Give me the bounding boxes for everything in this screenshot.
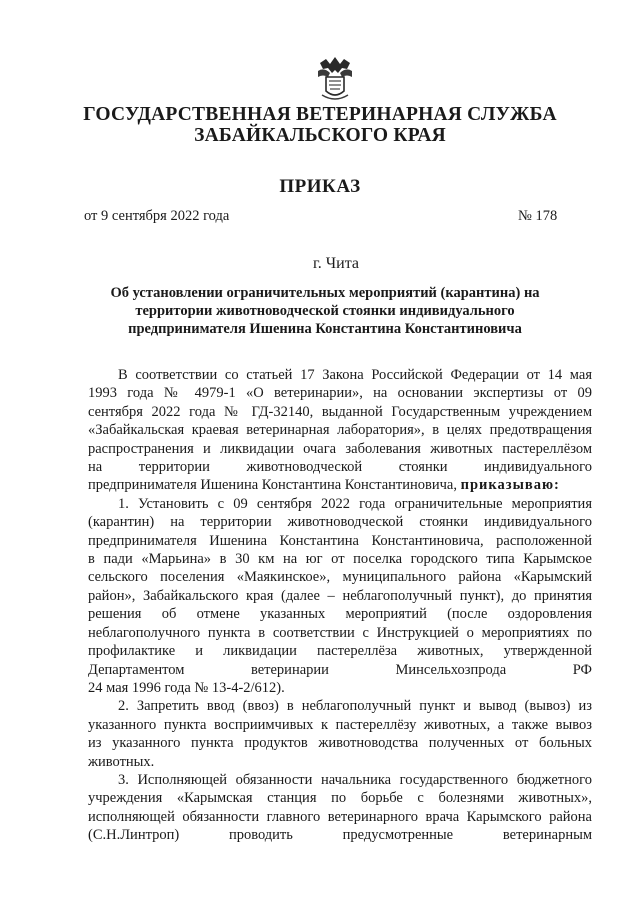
preamble-line: сентября 2022 года № ГД-32140, выданной Государственным учреждением bbox=[88, 403, 592, 420]
organization-name-line1: ГОСУДАРСТВЕННАЯ ВЕТЕРИНАРНАЯ СЛУЖБА bbox=[83, 104, 557, 125]
item1-line: сельского поселения «Маякинское», муниципального района «Карымский bbox=[88, 569, 592, 586]
item1-line: 1. Установить с 09 сентября 2022 года ограничительные мероприятия bbox=[118, 495, 592, 512]
item1-line: в пади «Марьина» в 30 км на юг от поселка городского типа Карымское bbox=[88, 551, 592, 568]
item3-line: учреждения «Карымская станция по борьбе с болезнями животных», bbox=[88, 790, 592, 807]
item2-line: указанного пункта восприимчивых к пастереллёзу животных, а также вывоз bbox=[88, 716, 592, 733]
preamble-line: «Забайкальская краевая ветеринарная лаборатория», в целях предотвращения bbox=[88, 422, 592, 439]
order-city: г. Чита bbox=[312, 255, 359, 272]
item2-line: из указанного пункта продуктов животноводства полученных от больных bbox=[88, 735, 592, 752]
subject-line: Об установлении ограничительных мероприятий (карантина) на bbox=[110, 285, 540, 301]
item3-line: 3. Исполняющей обязанности начальника государственного бюджетного bbox=[118, 771, 592, 788]
item1-line: район», Забайкальского края (далее – неблагополучный пункт), до принятия bbox=[88, 587, 592, 604]
item1-line: 24 мая 1996 года № 13-4-2/612). bbox=[88, 679, 285, 696]
order-keyword: приказываю: bbox=[460, 477, 560, 494]
item1-line: неблагополучного пункта в соответствии с Инструкцией о мероприятиях по bbox=[88, 624, 592, 641]
preamble-last-line bbox=[88, 476, 592, 494]
preamble-line: В соответствии со статьей 17 Закона Российской Федерации от 14 мая bbox=[118, 367, 592, 383]
order-body bbox=[88, 366, 592, 845]
item2-line: 2. Запретить ввод (ввоз) в неблагополучный пункт и вывод (вывоз) из bbox=[118, 698, 592, 715]
item1-line: решения об отмене указанных мероприятий (после оздоровления bbox=[88, 606, 592, 623]
preamble-line: распространения и ликвидации очага заболевания животных пастереллёзом bbox=[88, 440, 592, 457]
item1-line: профилактике и ликвидации пастереллёза животных, утвержденной bbox=[88, 643, 592, 660]
document-type: ПРИКАЗ bbox=[279, 176, 361, 197]
preamble-line: 1993 года № 4979-1 «О ветеринарии», на основании экспертизы от 09 bbox=[88, 385, 592, 402]
subject-line: предпринимателя Ишенина Константина Константиновича bbox=[128, 321, 522, 337]
order-subject bbox=[90, 284, 560, 338]
item1-line: предпринимателя Ишенина Константина Константиновича, расположенной bbox=[88, 532, 592, 549]
preamble-last-text: предпринимателя Ишенина Константина Константиновича, bbox=[88, 477, 457, 494]
preamble-line: на территории животноводческой стоянки индивидуального bbox=[88, 459, 592, 476]
item1-line: Департаментом ветеринарии Минсельхозпрода РФ bbox=[88, 661, 592, 678]
coat-of-arms-icon bbox=[316, 55, 354, 103]
organization-name-line2: ЗАБАЙКАЛЬСКОГО КРАЯ bbox=[194, 125, 446, 146]
order-number: № 178 bbox=[518, 208, 558, 224]
item1-line: (карантин) на территории животноводческой стоянки индивидуального bbox=[88, 514, 592, 531]
subject-line: территории животноводческой стоянки индивидуального bbox=[135, 303, 515, 319]
item3-line: исполняющей обязанности главного ветеринарного врача Карымского района bbox=[88, 808, 592, 825]
item3-line: (С.Н.Линтроп) проводить предусмотренные ветеринарным bbox=[88, 827, 592, 844]
item2-line: животных. bbox=[88, 753, 155, 770]
order-date: от 9 сентября 2022 года bbox=[84, 208, 230, 224]
